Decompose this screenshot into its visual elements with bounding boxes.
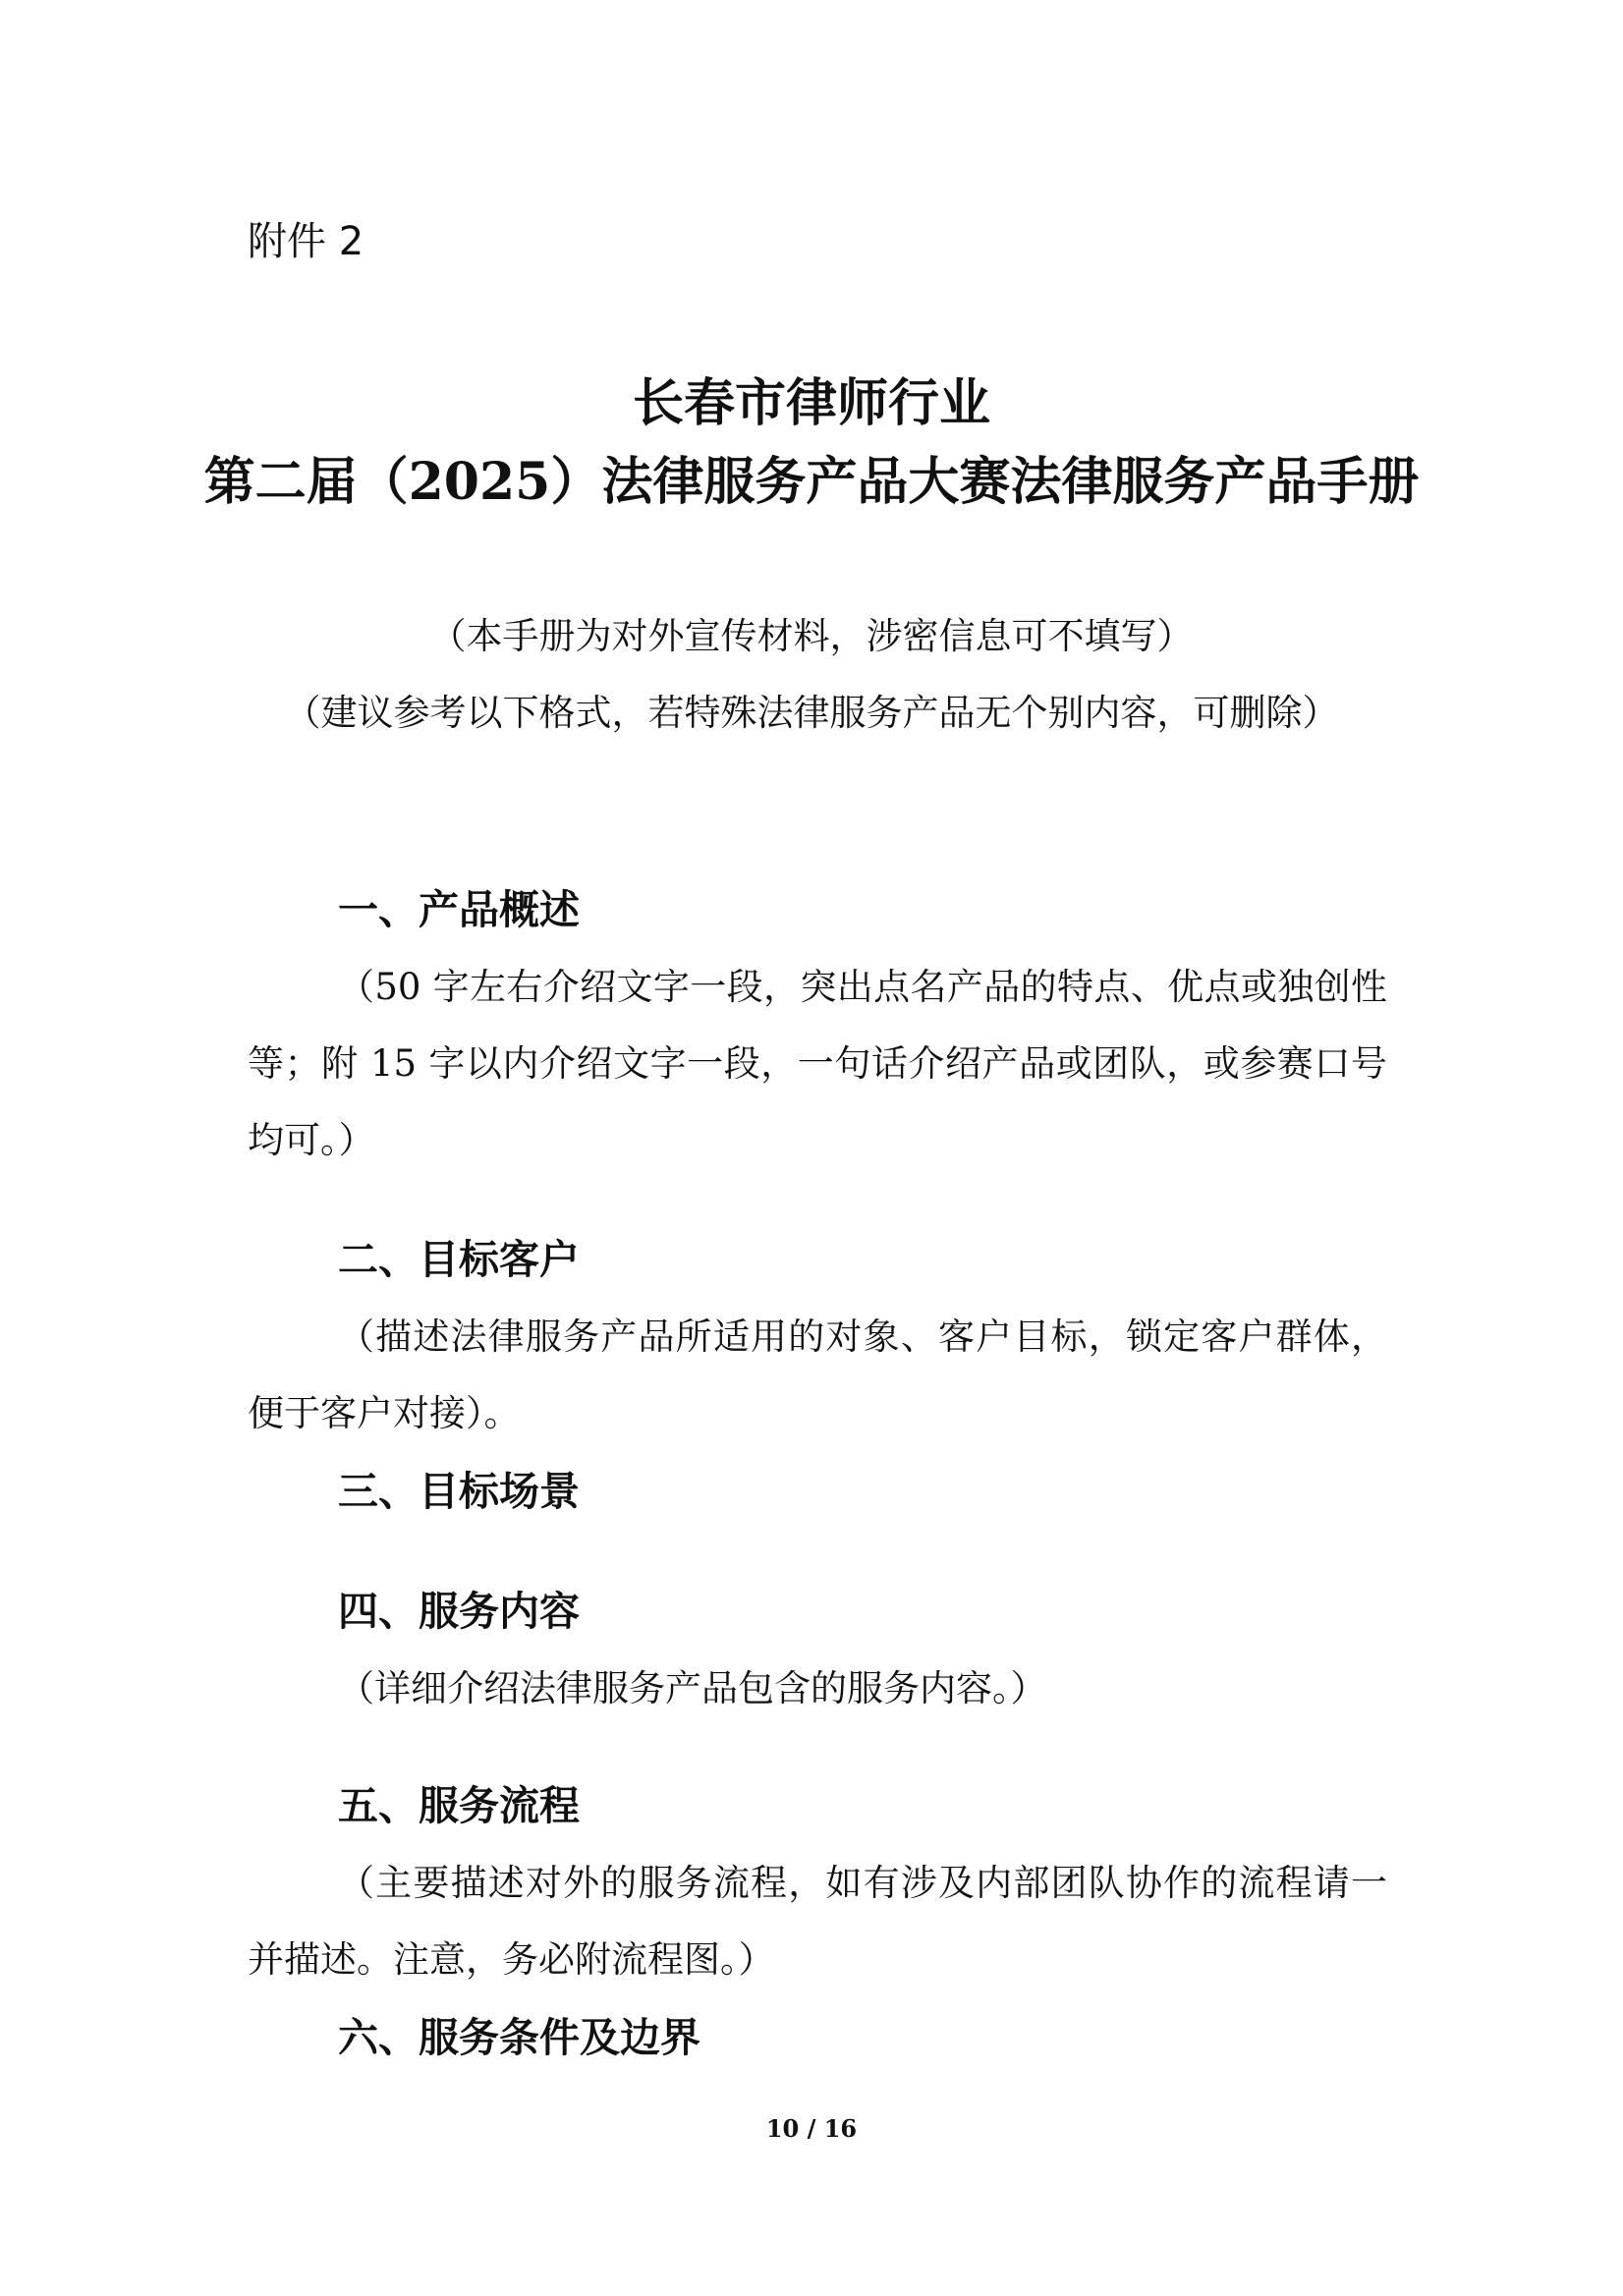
section-heading-product-overview: 一、产品概述 [338,886,580,933]
confidentiality-note: （本手册为对外宣传材料，涉密信息可不填写） [429,615,1194,657]
section-body-target-customers: （描述法律服务产品所适用的对象、客户目标，锁定客户群体，便于客户对接）。 [248,1316,1387,1434]
section-body-service-content: （详细介绍法律服务产品包含的服务内容。） [338,1667,1047,1709]
section-heading-service-conditions: 六、服务条件及边界 [338,2014,700,2061]
document-title-line-1: 长春市律师行业 [632,373,990,433]
section-heading-service-process: 五、服务流程 [338,1782,580,1829]
section-body-service-process: （主要描述对外的服务流程，如有涉及内部团队协作的流程请一并描述。注意，务必附流程图。） [248,1862,1387,1981]
document-title-line-2: 第二届（2025）法律服务产品大赛法律服务产品手册 [203,452,1420,512]
format-suggestion-note: （建议参考以下格式，若特殊法律服务产品无个别内容，可删除） [284,692,1339,734]
attachment-label: 附件 2 [248,219,364,264]
section-heading-target-customers: 二、目标客户 [338,1236,580,1283]
page-number: 10 / 16 [765,2114,858,2143]
section-heading-target-scenarios: 三、目标场景 [338,1468,580,1515]
section-heading-service-content: 四、服务内容 [338,1588,580,1635]
section-body-product-overview: （50 字左右介绍文字一段，突出点名产品的特点、优点或独创性等；附 15 字以内介绍文字一段，一句话介绍产品或团队，或参赛口号均可。） [248,966,1387,1161]
